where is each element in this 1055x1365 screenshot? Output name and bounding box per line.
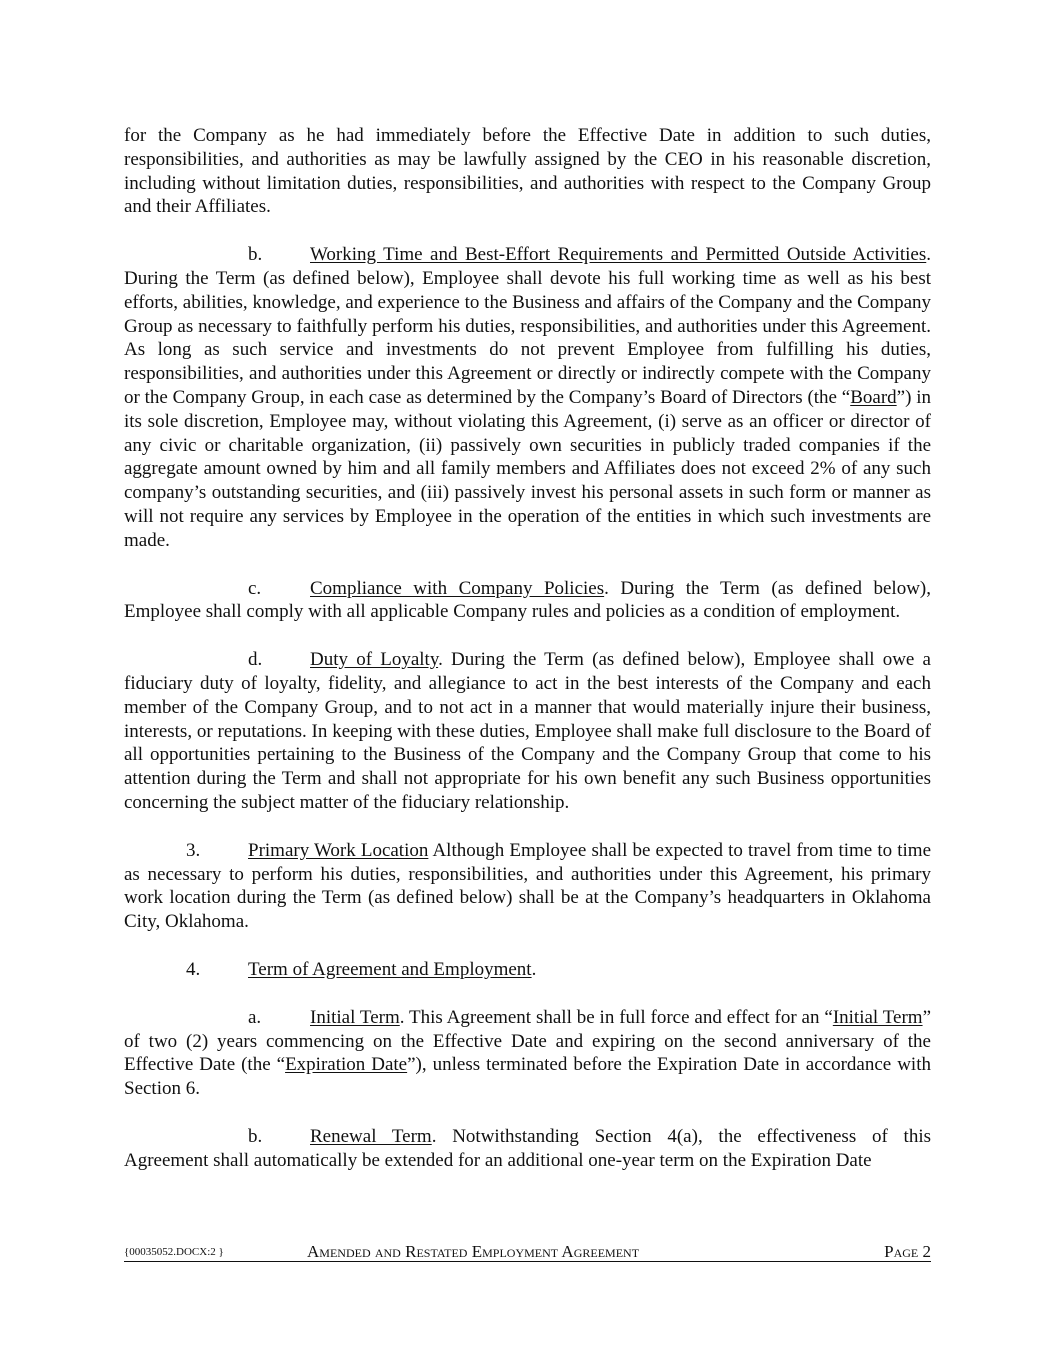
section-4b-paragraph bbox=[124, 1125, 931, 1173]
section-4a-paragraph bbox=[124, 1006, 931, 1101]
section-4-marker: 4. bbox=[186, 958, 201, 980]
section-2d-text: . During the Term (as defined below), Employee shall owe a fiduciary duty of loyalty, fidelity, and allegiance to act in the best interests of the Company and each member of the Company Group, and to not act in a manner that would materially injure their business, interests, or reputations. In keeping with these duties, Employee shall make full disclosure to the Board of all opportunities pertaining to the Business of the Company and the Company Group that come to his attention during the Term and shall not appropriate for his own benefit any such Business opportunities concerning the subject matter of the fiduciary relationship. bbox=[124, 649, 931, 813]
section-4a-text-a: . This Agreement shall be in full force and effect for an “ bbox=[399, 1006, 833, 1028]
section-2b-heading: Working Time and Best-Effort Requirements and Permitted Outside Activities bbox=[310, 244, 927, 266]
section-4-text: . bbox=[531, 958, 537, 980]
section-4a-text-c: ”), unless terminated before the Expiration Date in accordance with Section 6. bbox=[124, 1054, 931, 1100]
section-3-text: Although Employee shall be expected to travel from time to time as necessary to perform his duties, responsibilities, and authorities under this Agreement, his primary work location during the Term (as defined below) shall be at the Company’s headquarters in Oklahoma City, Oklahoma. bbox=[124, 839, 932, 933]
section-4b-marker: b. bbox=[248, 1125, 263, 1147]
section-4b-heading: Renewal Term bbox=[310, 1125, 432, 1147]
section-3-paragraph bbox=[124, 839, 931, 934]
section-4-heading: Term of Agreement and Employment bbox=[248, 958, 532, 980]
section-2c-paragraph bbox=[124, 577, 931, 625]
section-4a-text-b: ” of two (2) years commencing on the Effective Date and expiring on the second anniversary of the Effective Date (the “ bbox=[124, 1006, 931, 1076]
section-2b-text-a: . During the Term (as defined below), Employee shall devote his full working time as well as his best efforts, abilities, knowledge, and experience to the Business and affairs of the Company and the Company Group as necessary to faithfully perform his duties, responsibilities, and authorities under this Agreement. As long as such service and investments do not prevent Employee from fulfilling his duties, responsibilities, and authorities under this Agreement or directly or indirectly compete with the Company or the Company Group, in each case as determined by the Company’s Board of Directors (the “ bbox=[124, 244, 931, 408]
section-2b-paragraph bbox=[124, 243, 931, 552]
section-3-marker: 3. bbox=[186, 839, 201, 861]
section-4a-marker: a. bbox=[248, 1006, 262, 1028]
section-4a-defined-term-initial: Initial Term bbox=[832, 1006, 923, 1028]
section-2b-text-b: ”) in its sole discretion, Employee may, without violating this Agreement, (i) serve as an officer or director of any civic or charitable organization, (ii) passively own securities in publicly traded companies if the aggregate amount owned by him and all family members and Affiliates does not exceed 2% of any such company’s outstanding securities, and (iii) passively invest his personal assets in such form or manner as will not require any services by Employee in the operation of the entities in which such investments are made. bbox=[124, 386, 931, 551]
section-4a-heading: Initial Term bbox=[310, 1006, 400, 1028]
footer-doc-id: {00035052.DOCX:2 } bbox=[124, 1246, 224, 1258]
section-2b-marker: b. bbox=[248, 244, 263, 266]
page-footer bbox=[124, 1242, 931, 1262]
section-2b-defined-term: Board bbox=[850, 386, 897, 408]
section-2d-heading: Duty of Loyalty bbox=[310, 649, 439, 671]
intro-paragraph bbox=[124, 124, 931, 219]
section-4b-text: . Notwithstanding Section 4(a), the effectiveness of this Agreement shall automatically be extended for an additional one-year term on the Expiration Date bbox=[124, 1125, 931, 1171]
section-3-heading: Primary Work Location bbox=[248, 839, 429, 861]
section-2c-heading: Compliance with Company Policies bbox=[310, 577, 605, 599]
section-4-paragraph bbox=[124, 958, 931, 982]
section-4a-defined-term-expiration: Expiration Date bbox=[285, 1054, 408, 1076]
section-2c-marker: c. bbox=[248, 577, 262, 599]
footer-page-number: Page 2 bbox=[884, 1242, 931, 1261]
section-2d-marker: d. bbox=[248, 649, 263, 671]
intro-text: for the Company as he had immediately before the Effective Date in addition to such duties, responsibilities, and authorities as may be lawfully assigned by the CEO in his reasonable discretion, including without limitation duties, responsibilities, and authorities with respect to the Company Group and their Affiliates. bbox=[124, 125, 931, 218]
footer-title: Amended and Restated Employment Agreement bbox=[307, 1242, 640, 1261]
document-body bbox=[124, 124, 931, 1172]
section-2c-text: . During the Term (as defined below), Employee shall comply with all applicable Company rules and policies as a condition of employment. bbox=[124, 577, 931, 623]
section-2d-paragraph bbox=[124, 648, 931, 815]
